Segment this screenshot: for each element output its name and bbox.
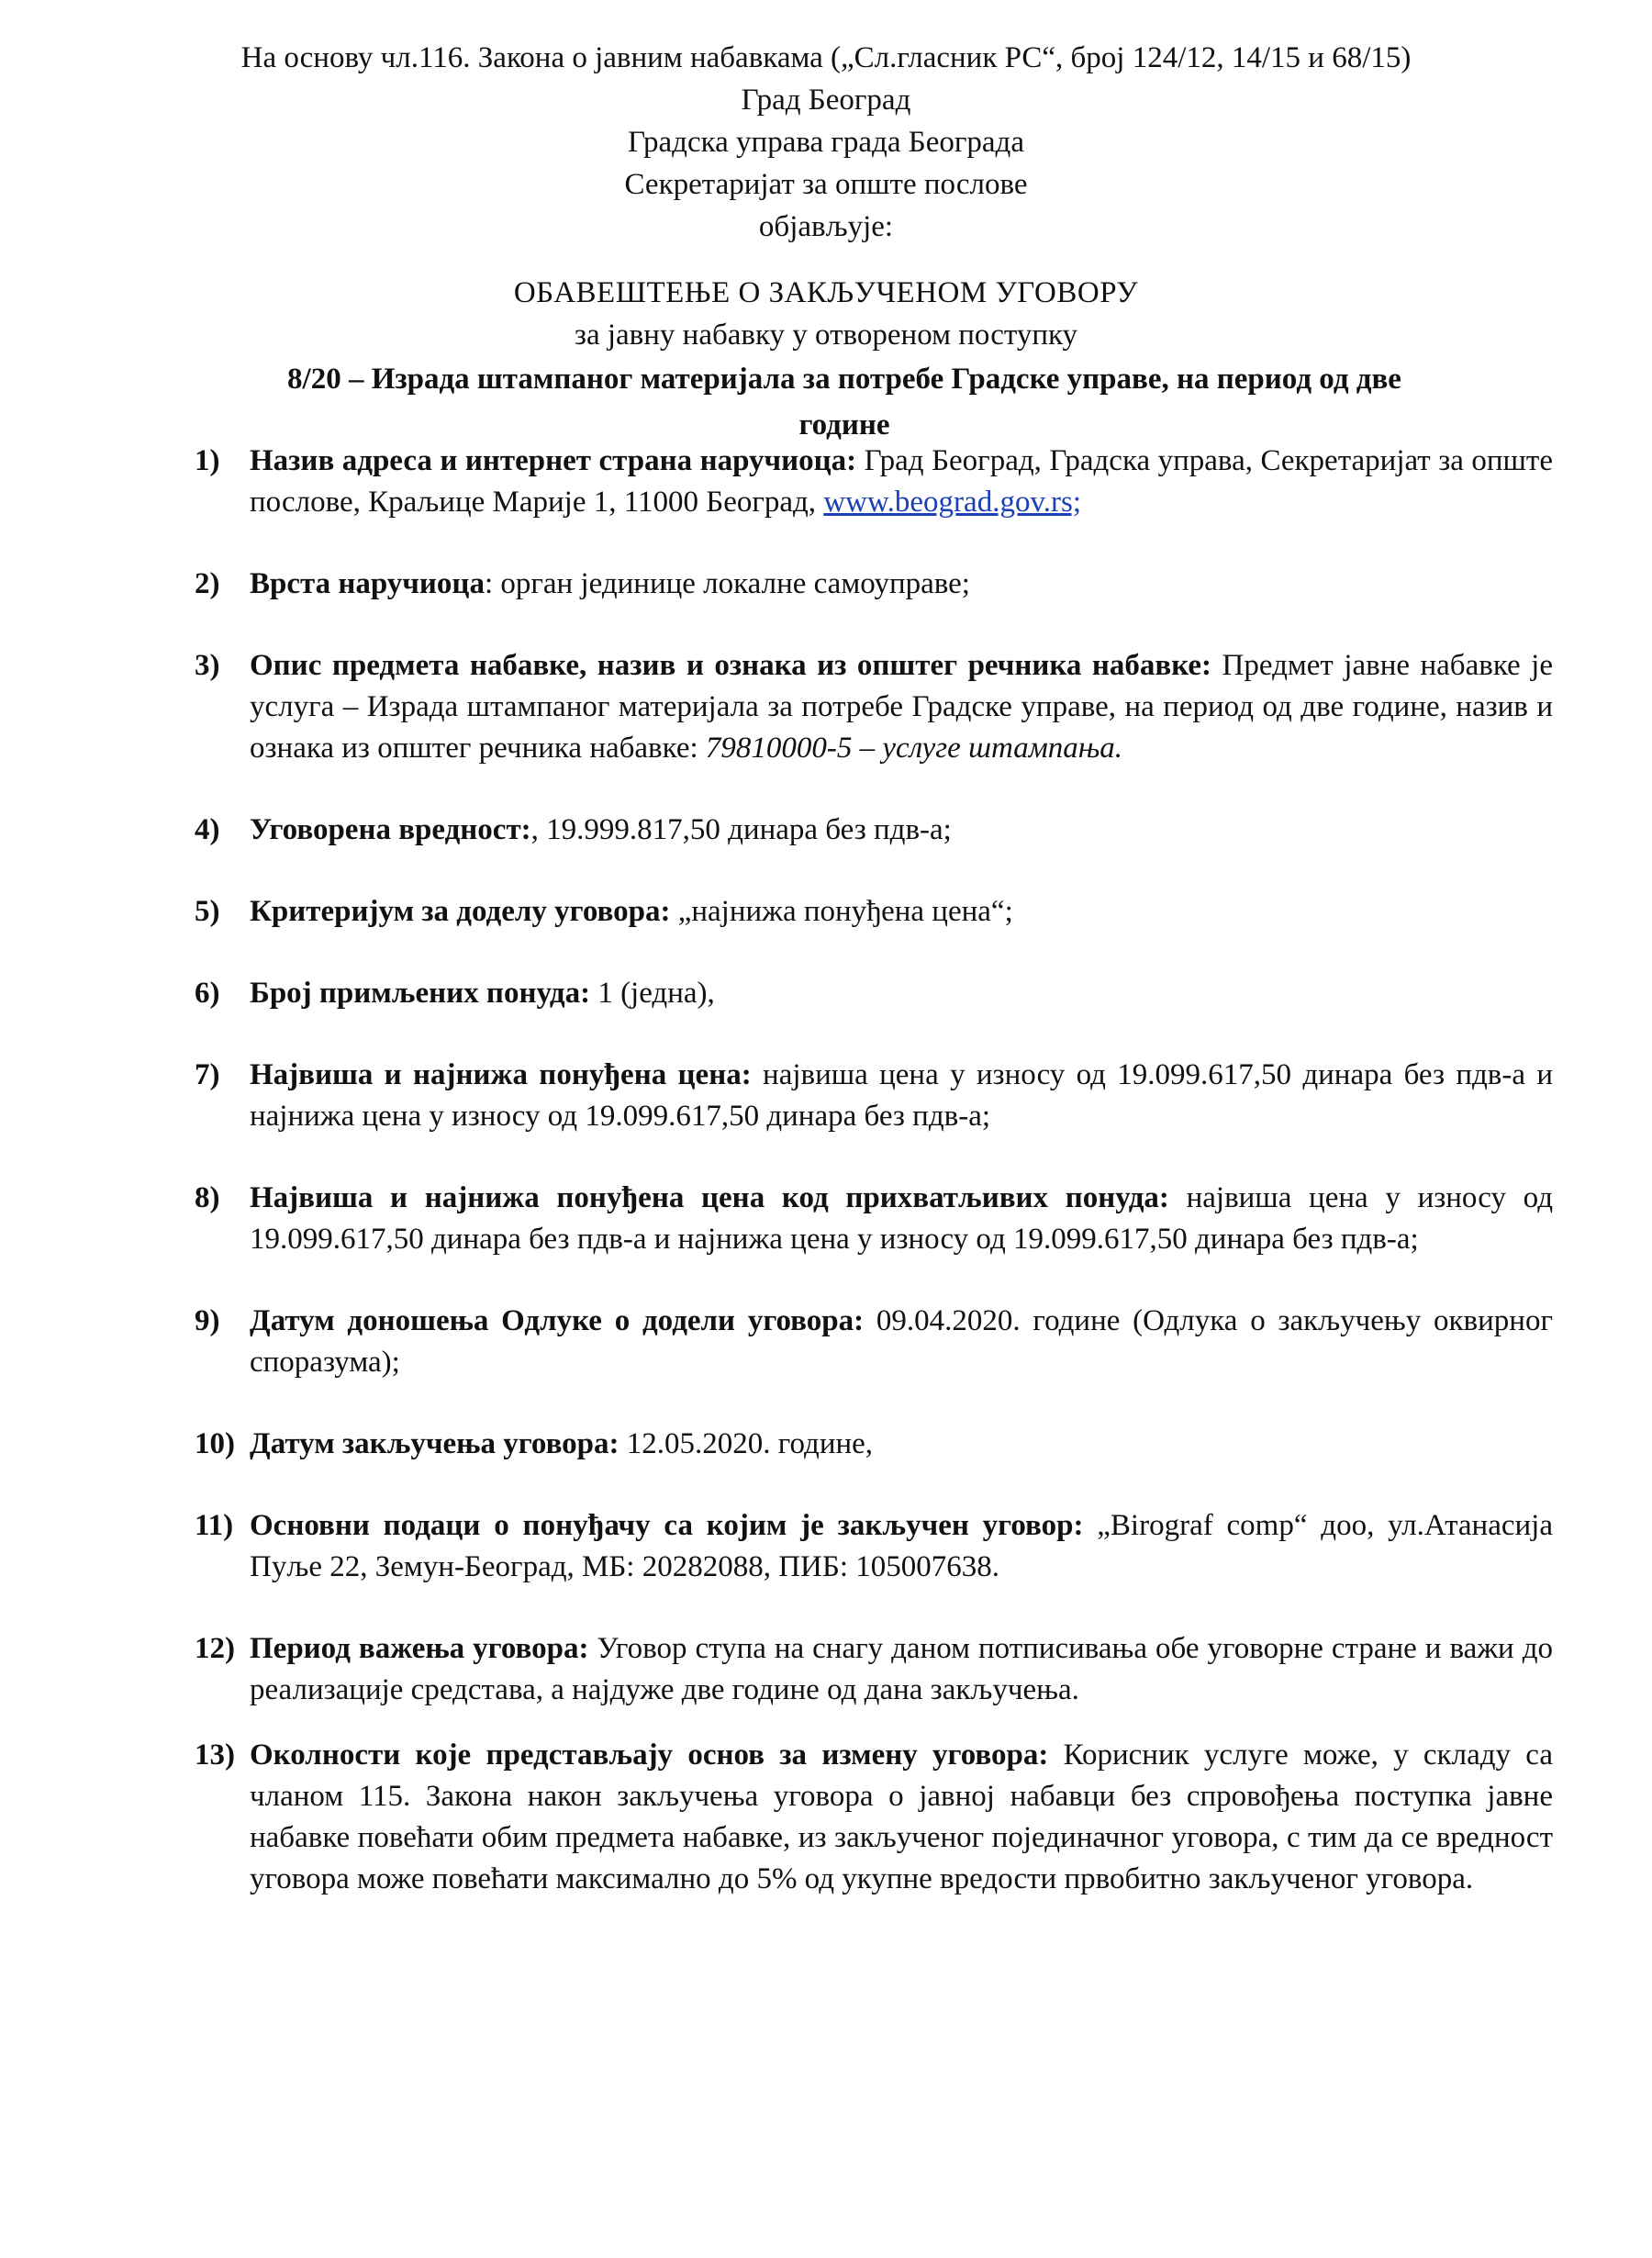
item-label: Највиша и најнижа понуђена цена код прихватљивих понуда:: [250, 1181, 1169, 1214]
list-item: [0, 441, 1553, 523]
item-text: највиша цена у износу од 19.099.617,50 динара без пдв-а и најнижа цена у износу од 19.099.617,50 динара без пдв-а;: [250, 1181, 1553, 1256]
item-number: 8): [195, 1181, 220, 1214]
item-label: Број примљених понуда:: [250, 977, 591, 1010]
item-text: „најнижа понуђена цена“;: [670, 895, 1013, 928]
item-cpv-code: 79810000-5 – услуге штампања.: [705, 732, 1123, 765]
administration-name: Градска управа града Београда: [628, 126, 1024, 159]
list-item: [0, 891, 1553, 933]
item-number: 6): [195, 977, 220, 1010]
item-label: Врста наручиоца: [250, 567, 485, 600]
notice-title: ОБАВЕШТЕЊЕ О ЗАКЉУЧЕНОМ УГОВОРУ: [513, 276, 1139, 309]
item-label: Датум доношења Одлуке о додели уговора:: [250, 1304, 865, 1337]
item-label: Назив адреса и интернет страна наручиоца:: [250, 444, 857, 477]
list-item: [0, 1505, 1553, 1588]
item-label: Датум закључења уговора:: [250, 1427, 620, 1460]
item-number: 4): [195, 813, 220, 846]
list-item: [0, 1301, 1553, 1383]
item-text: „Birograf comp“ доо, ул.Атанасија Пуље 22, Земун-Београд, МБ: 20282088, ПИБ: 105007638.: [250, 1509, 1553, 1583]
item-label: Основни подаци о понуђачу са којим је закључен уговор:: [250, 1509, 1084, 1542]
item-text: Град Београд, Градска управа, Секретаријат за опште послове, Краљице Марије 1, 11000 Београд,: [250, 444, 1554, 519]
item-number: 12): [195, 1632, 235, 1665]
item-number: 10): [195, 1427, 235, 1460]
list-item: [0, 1628, 1553, 1711]
document-header: [0, 37, 1652, 248]
item-number: 1): [195, 444, 220, 477]
item-number: 13): [195, 1738, 235, 1772]
list-item: [0, 645, 1553, 769]
item-text: Уговор ступа на снагу даном потписивања обе уговорне стране и важи до реализације средстава, а најдуже две године од дана закључења.: [250, 1632, 1553, 1706]
city-name: Град Београд: [741, 84, 911, 117]
legal-basis-line: На основу чл.116. Закона о јавним набавкама („Сл.гласник РС“, број 124/12, 14/15 и 68/15): [240, 41, 1412, 74]
item-text: Корисник услуге може, у складу са чланом 115. Закона након закључења уговора о јавној набавци без спровођења поступка јавне набавке повећати обим предмета набавке, из закљученог појединачног уговора, с тим да се вредност уговора може повећати максимално до 5% од укупне вредости првобитно закљученог уговора.: [250, 1738, 1553, 1895]
website-link[interactable]: www.beograd.gov.rs;: [823, 486, 1082, 519]
list-item: [0, 973, 1553, 1014]
item-text: Предмет јавне набавке је услуга – Израда штампаног материјала за потребе Градске управе, на период од две године, назив и ознака из општег речника набавке:: [250, 649, 1553, 765]
item-text: 12.05.2020. године,: [619, 1427, 874, 1460]
list-item: [0, 1178, 1553, 1260]
item-number: 11): [195, 1509, 234, 1542]
item-number: 5): [195, 895, 220, 928]
item-text: , 19.999.817,50 динара без пдв-а;: [530, 813, 952, 846]
list-item: [0, 810, 1553, 851]
list-item: [0, 1424, 1553, 1465]
item-label: Период важења уговора:: [250, 1632, 589, 1665]
list-item: [0, 1055, 1553, 1137]
secretariat-name: Секретаријат за опште послове: [624, 168, 1028, 201]
item-number: 7): [195, 1058, 220, 1091]
item-number: 3): [195, 649, 220, 682]
item-label: Критеријум за доделу уговора:: [250, 895, 671, 928]
item-number: 9): [195, 1304, 220, 1337]
item-text: 1 (једна),: [590, 977, 715, 1010]
notice-title-block: [0, 272, 1652, 448]
notice-items: [0, 441, 1652, 1900]
item-number: 2): [195, 567, 220, 600]
item-label: Околности које представљају основ за измену уговора:: [250, 1738, 1049, 1772]
announces-line: објављује:: [758, 210, 894, 243]
notice-subtitle: за јавну набавку у отвореном поступку: [574, 319, 1078, 352]
list-item: [0, 564, 1553, 605]
item-label: Опис предмета набавке, назив и ознака из општег речника набавке:: [250, 649, 1212, 682]
item-label: Највиша и најнижа понуђена цена:: [250, 1058, 752, 1091]
item-text: 09.04.2020. године (Одлука о закључењу оквирног споразума);: [250, 1304, 1553, 1379]
item-label: Уговорена вредност:: [250, 813, 531, 846]
item-text: : орган јединице локалне самоуправе;: [484, 567, 970, 600]
list-item: [0, 1735, 1553, 1900]
item-text: највиша цена у износу од 19.099.617,50 динара без пдв-а и најнижа цена у износу од 19.099.617,50 динара без пдв-а;: [250, 1058, 1553, 1133]
procurement-title: 8/20 – Израда штампаног материјала за потребе Градске управе, на период од две године: [287, 363, 1401, 442]
